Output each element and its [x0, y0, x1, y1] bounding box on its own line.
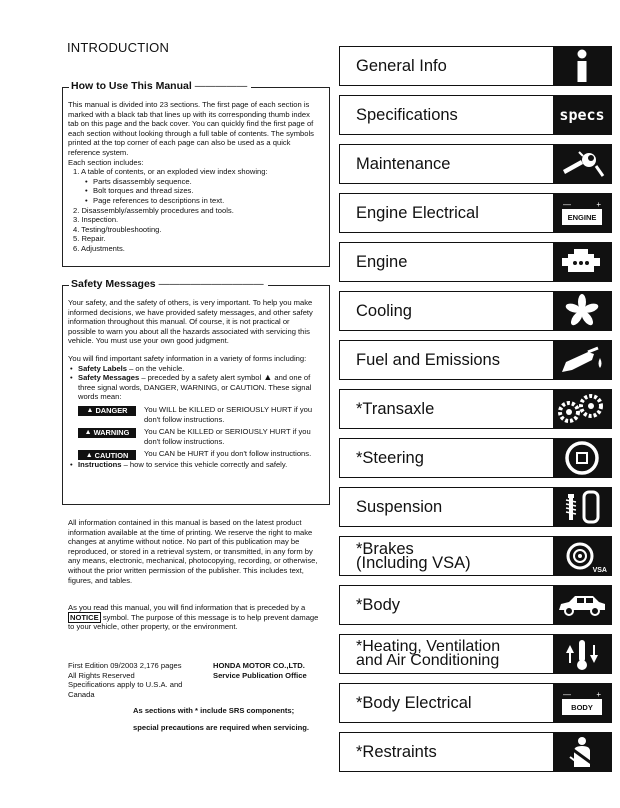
srs-note-line-2: special precautions are required when servicing.	[133, 722, 309, 732]
tab-label: Fuel and Emissions	[356, 351, 500, 369]
tab-restraints[interactable]	[339, 732, 612, 772]
brake-disc-icon: VSA	[553, 537, 611, 575]
tab-fuel-and-emissions[interactable]	[339, 340, 612, 380]
caution-row	[78, 449, 318, 460]
tab-label: Cooling	[356, 302, 412, 320]
page-title: INTRODUCTION	[67, 40, 170, 55]
tab-body-electrical[interactable]	[339, 683, 612, 723]
how-to-intro: This manual is divided into 23 sections. The first page of each section is marked with a black tab that lines up with its corresponding thumb index tab on this page and the back cover. You can quickly find the first page of each section without looking through a full table of contents. The symbols printed at the top corner of each page can also be used as a quick reference system.	[68, 100, 314, 157]
warning-signal: ▲ WARNING	[78, 428, 136, 438]
how-to-item-1: 1. A table of contents, or an exploded view index showing:	[73, 167, 268, 177]
thermometer-icon	[553, 635, 611, 673]
how-to-sub-item: • Bolt torques and thread sizes.	[83, 186, 318, 196]
safety-messages-item: • Safety Messages – preceded by a safety alert symbol ▲ and one of three signal words, DANGER, WARNING, or CAUTION. These signal words mean:	[68, 373, 318, 402]
srs-note	[133, 698, 333, 740]
instructions-item: • Instructions – how to service this vehicle correctly and safely.	[68, 460, 318, 470]
notice-badge: NOTICE	[70, 612, 99, 622]
tab-label: General Info	[356, 57, 447, 75]
specs-icon: specs	[553, 96, 611, 134]
how-to-sub-item: • Page references to descriptions in text.	[83, 196, 318, 206]
tab-cooling[interactable]	[339, 291, 612, 331]
tab-specifications[interactable]	[339, 95, 612, 135]
gears-icon	[553, 390, 611, 428]
safety-messages-box	[62, 278, 330, 505]
danger-text: You WILL be KILLED or SERIOUSLY HURT if you don't follow instructions.	[144, 404, 313, 424]
info-paragraph: All information contained in this manual is based on the latest product information available at the time of printing. We reserve the right to make changes at anytime without notice. No part of this publication may be reproduced, or stored in a retrieval system, or transmitted, in any form by any means, electronic, mechanical, photocopying, recording, or otherwise, without the prior written permission of the publisher. This includes text, figures, and tables.	[68, 518, 318, 585]
battery-body-icon: — + BODY	[553, 684, 611, 722]
alert-triangle-icon: ▲	[263, 372, 273, 383]
how-to-item: 2. Disassembly/assembly procedures and tools.	[73, 205, 234, 215]
tab-label: Engine	[356, 253, 408, 271]
tab-label: Engine Electrical	[356, 204, 479, 222]
how-to-item: 4. Testing/troubleshooting.	[73, 224, 162, 234]
tab-label: *Brakes (Including VSA)	[356, 540, 471, 572]
tab-label: *Restraints	[356, 743, 437, 761]
fuel-nozzle-icon	[553, 341, 611, 379]
tab-suspension[interactable]	[339, 487, 612, 527]
tab-brakes[interactable]	[339, 536, 612, 576]
edition-info	[68, 661, 208, 699]
srs-note-line-1: As sections with * include SRS components;	[133, 705, 295, 715]
caution-text: You CAN be HURT if you don't follow instructions.	[144, 449, 312, 459]
edition-line-2: All Rights Reserved	[68, 670, 135, 680]
tab-maintenance[interactable]	[339, 144, 612, 184]
tab-body[interactable]	[339, 585, 612, 625]
safety-labels-item: • Safety Labels – on the vehicle.	[68, 364, 318, 374]
seatbelt-icon	[553, 733, 611, 771]
info-icon	[553, 47, 611, 85]
how-to-use-heading: How to Use This Manual —————	[69, 80, 251, 92]
danger-signal: ▲ DANGER	[78, 406, 136, 416]
tab-label: Maintenance	[356, 155, 451, 173]
how-to-sub-item: • Parts disassembly sequence.	[83, 177, 318, 187]
tab-general-info[interactable]	[339, 46, 612, 86]
tab-steering[interactable]	[339, 438, 612, 478]
tab-engine-electrical[interactable]	[339, 193, 612, 233]
warning-text: You CAN be KILLED or SERIOUSLY HURT if you don't follow instructions.	[144, 427, 311, 446]
tab-transaxle[interactable]	[339, 389, 612, 429]
safety-para-1: Your safety, and the safety of others, is very important. To help you make informed decisions, we have provided safety messages, and other safety information throughout this manual. Of course, it is not practical or possible to warn you about all the hazards associated with servicing this vehicle. You must use your own good judgment.	[68, 298, 313, 346]
shock-absorber-icon	[553, 488, 611, 526]
how-to-item: 6. Adjustments.	[73, 243, 125, 253]
tab-label: *Heating, Ventilation and Air Conditioning	[356, 638, 501, 669]
how-to-item: 5. Repair.	[73, 234, 106, 244]
steering-wheel-icon	[553, 439, 611, 477]
tab-engine[interactable]	[339, 242, 612, 282]
tab-hvac[interactable]	[339, 634, 612, 674]
engine-block-icon	[553, 243, 611, 281]
wrench-icon	[553, 145, 611, 183]
how-to-includes-label: Each section includes:	[68, 157, 144, 167]
safety-heading: Safety Messages ——————————	[69, 278, 268, 290]
company-name: HONDA MOTOR CO.,LTD.	[213, 661, 305, 670]
tab-label: Suspension	[356, 498, 443, 516]
edition-line-1: First Edition 09/2003 2,176 pages	[68, 661, 182, 670]
how-to-item: 3. Inspection.	[73, 215, 119, 225]
fan-icon	[553, 292, 611, 330]
caution-signal: ▲ CAUTION	[78, 450, 136, 460]
car-body-icon	[553, 586, 611, 624]
danger-row	[78, 405, 318, 424]
tab-label: *Transaxle	[356, 400, 435, 418]
safety-para-2: You will find important safety information in a variety of forms including:	[68, 353, 307, 363]
publication-office: Service Publication Office	[213, 670, 307, 680]
tab-label: *Steering	[356, 449, 424, 467]
warning-row	[78, 427, 318, 446]
edition-line-3: Specifications apply to U.S.A. and Canada	[68, 680, 183, 699]
tab-label: Specifications	[356, 106, 458, 124]
battery-engine-icon: — + ENGINE	[553, 194, 611, 232]
notice-paragraph: As you read this manual, you will find information that is preceded by a NOTICE symbol. The purpose of this message is to help prevent damage to your vehicle, other property, or the environment.	[68, 603, 319, 632]
publisher-info	[213, 661, 328, 680]
tab-label: *Body Electrical	[356, 694, 472, 712]
how-to-use-box	[62, 80, 330, 267]
tab-label: *Body	[356, 596, 401, 614]
